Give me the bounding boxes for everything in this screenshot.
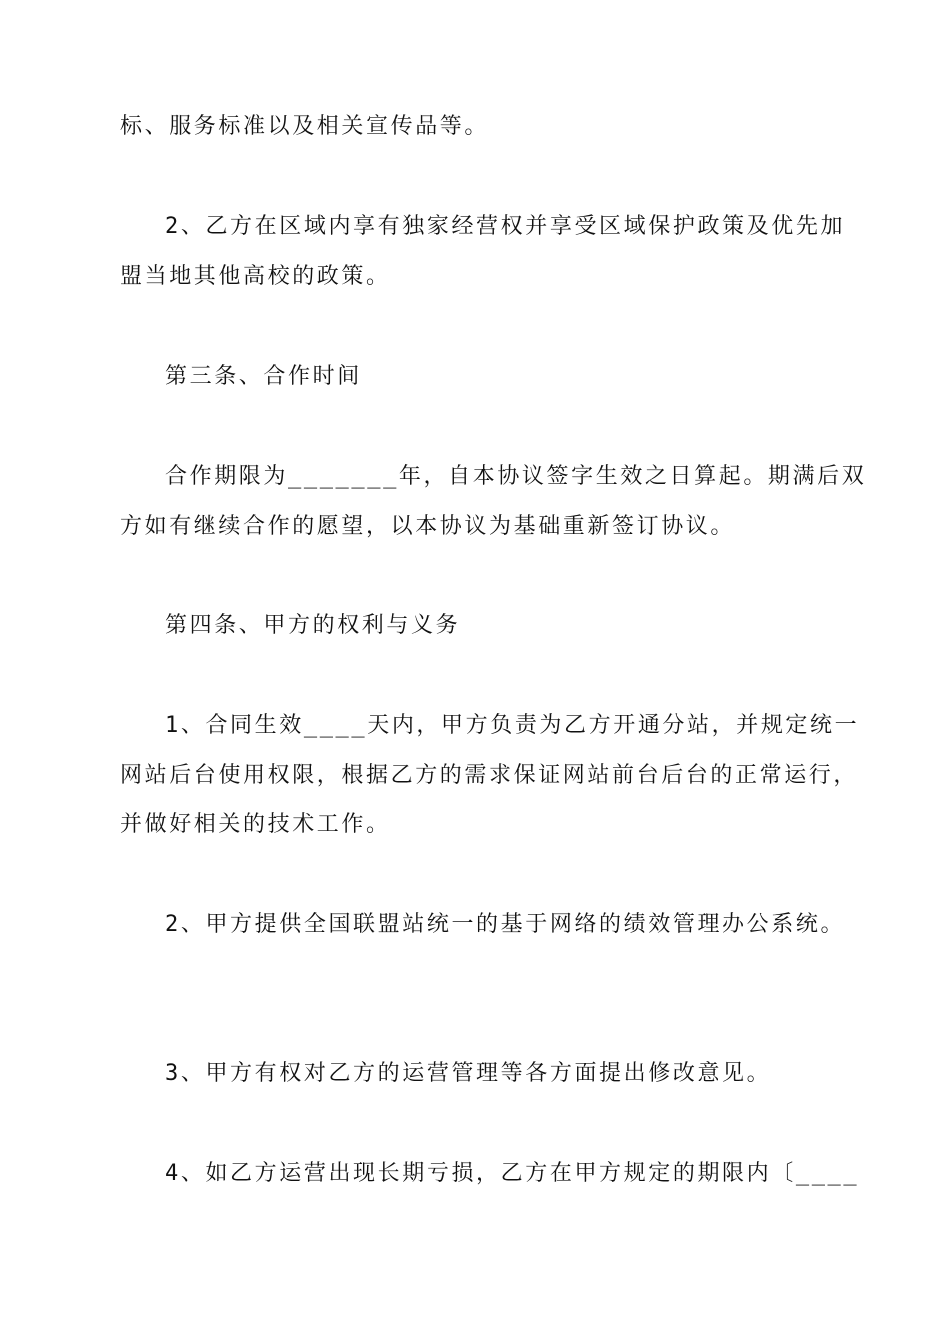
text-line-11: 2、甲方提供全国联盟站统一的基于网络的绩效管理办公系统。 <box>165 912 846 937</box>
text-line-2: 2、乙方在区域内享有独家经营权并享受区域保护政策及优先加 <box>165 214 846 239</box>
text-line-3: 盟当地其他高校的政策。 <box>120 264 391 289</box>
section-heading-3: 第三条、合作时间 <box>165 364 362 389</box>
text-line-12: 3、甲方有权对乙方的运营管理等各方面提出修改意见。 <box>165 1061 772 1086</box>
text-line-6: 方如有继续合作的愿望，以本协议为基础重新签订协议。 <box>120 514 736 539</box>
text-line-5: 合作期限为_______年，自本协议签字生效之日算起。期满后双 <box>165 464 867 489</box>
text-line-9: 网站后台使用权限，根据乙方的需求保证网站前台后台的正常运行， <box>120 763 859 788</box>
text-line-8: 1、合同生效____天内，甲方负责为乙方开通分站，并规定统一 <box>165 713 860 738</box>
text-line-1: 标、服务标准以及相关宣传品等。 <box>120 114 490 139</box>
text-line-10: 并做好相关的技术工作。 <box>120 812 391 837</box>
text-line-13: 4、如乙方运营出现长期亏损，乙方在甲方规定的期限内〔____ <box>165 1161 860 1186</box>
section-heading-4: 第四条、甲方的权利与义务 <box>165 613 461 638</box>
